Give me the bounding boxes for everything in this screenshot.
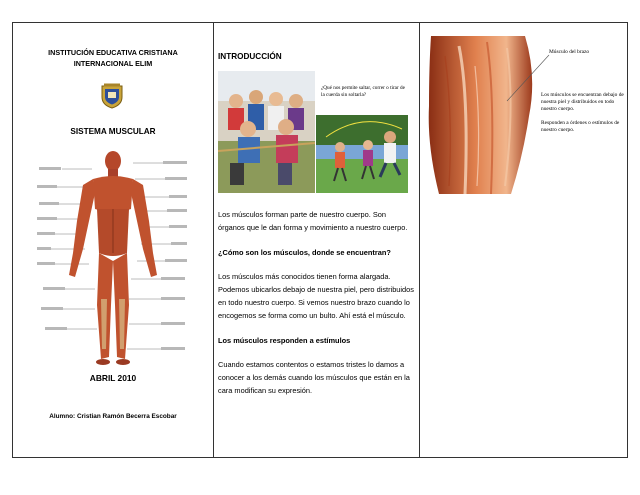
introduction-column	[215, 23, 419, 457]
school-crest-icon	[101, 83, 123, 109]
arm-column	[421, 23, 629, 457]
arm-description-2: Responden a órdenes o estímulos de nuestro cuerpo.	[541, 119, 620, 133]
intro-paragraph: Los músculos forman parte de nuestro cuerpo. Son órganos que le dan forma y movimiento a nuestro cuerpo.	[218, 210, 408, 232]
intro-question: ¿Qué nos permite saltar, correr o tirar de la cuerda sin soltarla?	[321, 85, 405, 98]
institution-line-2: INTERNACIONAL ELIM	[73, 59, 153, 68]
kids-jumping-photo	[316, 115, 408, 193]
issue-date: ABRIL 2010	[89, 373, 137, 383]
arm-description	[541, 92, 627, 140]
muscular-system-figure	[37, 149, 189, 371]
intro-paragraph: Cuando estamos contentos o estamos tristes lo damos a conocer a los demás cuando los músculos que están en la cara modifican su expresión.	[218, 360, 410, 395]
author-name: Alumno: Cristian Ramón Becerra Escobar	[49, 413, 177, 420]
arm-label: Músculo del brazo	[549, 49, 590, 55]
brochure-sheet	[12, 22, 628, 458]
arm-description-1: Los músculos se encuentran debajo de nuestra piel y distribuidos en todo nuestro cuerpo.	[541, 92, 624, 113]
intro-paragraph: Los músculos más conocidos tienen forma alargada. Podemos ubicarlos debajo de nuestra piel, pero distribuidos en todo nuestro cuerpo. Si vemos nuestro brazo cuando lo encogemos se forma como un bulto. Ahí está el músculo.	[218, 272, 414, 320]
kids-tug-of-war-photo	[218, 71, 315, 193]
institution-name	[13, 47, 213, 69]
institution-line-1: INSTITUCIÓN EDUCATIVA CRISTIANA	[48, 48, 178, 57]
section-heading: ¿Cómo son los músculos, donde se encuentran?	[218, 247, 391, 257]
section-heading: Los músculos responden a estímulos	[218, 335, 351, 345]
intro-body	[218, 209, 414, 410]
cover-column	[13, 23, 213, 457]
column-divider	[419, 23, 420, 457]
subject-title: SISTEMA MUSCULAR	[70, 127, 156, 136]
intro-title: INTRODUCCIÓN	[218, 52, 282, 61]
column-divider	[213, 23, 214, 457]
